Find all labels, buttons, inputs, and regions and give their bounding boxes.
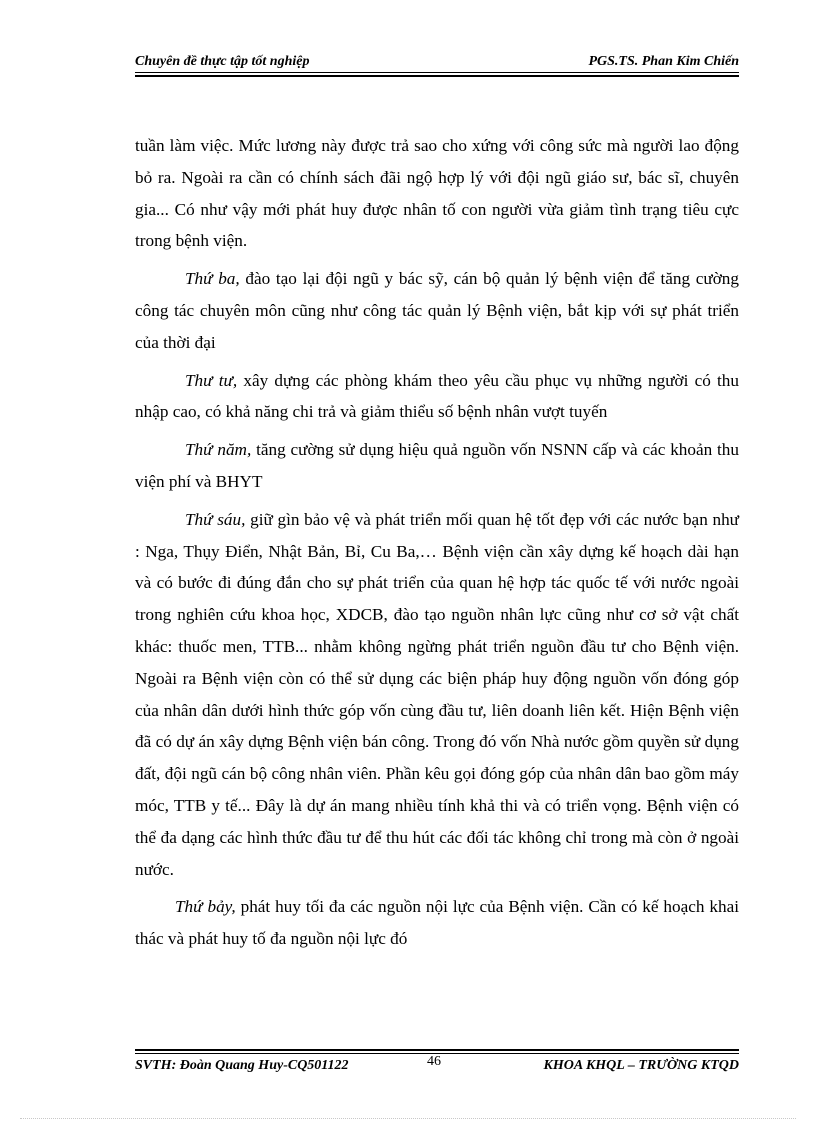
paragraph-3-text: xây dựng các phòng khám theo yêu cầu phục vụ những người có thu nhập cao, có khả năng chi trả và giảm thiểu số bệnh nhân vượt tuyến [135, 370, 739, 422]
document-body [135, 130, 739, 961]
paragraph-2 [135, 263, 739, 358]
paragraph-2-lead: Thứ ba, [185, 269, 240, 289]
page-footer [135, 1054, 739, 1080]
page-number: 46 [427, 1054, 441, 1069]
paragraph-5-lead: Thứ sáu, [185, 509, 246, 529]
paragraph-1: tuần làm việc. Mức lương này được trả sao cho xứng với công sức mà người lao động bỏ ra. Ngoài ra cần có chính sách đãi ngộ hợp lý với đội ngũ giáo sư, bác sĩ, chuyên gia... Có như vậy mới phát huy được nhân tố con người vừa giảm tình trạng tiêu cực trong bệnh viện. [135, 136, 739, 251]
header-rule-thick [135, 75, 739, 77]
footer-rule-thick [135, 1049, 739, 1051]
header-right-author: PGS.TS. Phan Kim Chiến [588, 54, 739, 69]
page-header [135, 50, 739, 70]
paragraph-3-lead: Thư tư, [185, 370, 238, 390]
footer-student: SVTH: Đoàn Quang Huy-CQ501122 [135, 1058, 349, 1073]
paragraph-5 [135, 504, 739, 886]
paragraph-4-lead: Thứ năm, [185, 440, 252, 460]
paragraph-2-text: đào tạo lại đội ngũ y bác sỹ, cán bộ quản lý bệnh viện để tăng cường công tác chuyên môn cũng như công tác quản lý Bệnh viện, bắt kịp với sự phát triển của thời đại [135, 269, 739, 352]
header-rule-thin [135, 72, 739, 73]
paragraph-4 [135, 434, 739, 498]
header-left-title: Chuyên đề thực tập tốt nghiệp [135, 54, 310, 69]
page-edge-divider [20, 1118, 796, 1119]
paragraph-6-lead: Thứ bảy, [175, 897, 236, 917]
paragraph-5-text: giữ gìn bảo vệ và phát triển mối quan hệ tốt đẹp với các nước bạn như : Nga, Thụy Điển, Nhật Bản, Bỉ, Cu Ba,… Bệnh viện cần xây dựng kế hoạch dài hạn và có bước đi đúng đắn cho sự phát triển của quan hệ hợp tác quốc tế với nước ngoài trong nghiên cứu khoa học, XDCB, đào tạo nguồn nhân lực cũng như cơ sở vật chất khác: thuốc men, TTB... nhằm không ngừng phát triển nguồn đầu tư cho Bệnh viện. Ngoài ra Bệnh viện còn có thể sử dụng các biện pháp huy động nguồn vốn đóng góp của nhân dân dưới hình thức góp vốn cùng đầu tư, liên doanh liên kết. Hiện Bệnh viện đã có dự án xây dựng Bệnh viện bán công. Trong đó vốn Nhà nước gồm quyền sử dụng đất, đội ngũ cán bộ công nhân viên. Phần kêu gọi đóng góp của nhân dân bao gồm máy móc, TTB y tế... Đây là dự án mang nhiều tính khả thi và có triển vọng. Bệnh viện có thể đa dạng các hình thức đầu tư để thu hút các đối tác không chỉ trong mà còn ở ngoài nước. [135, 509, 739, 879]
paragraph-6 [135, 891, 739, 955]
paragraph-3 [135, 365, 739, 429]
footer-faculty: KHOA KHQL – TRƯỜNG KTQD [543, 1058, 739, 1073]
paragraph-4-text: tăng cường sử dụng hiệu quả nguồn vốn NSNN cấp và các khoản thu viện phí và BHYT [135, 440, 739, 491]
paragraph-6-text: phát huy tối đa các nguồn nội lực của Bệnh viện. Cần có kế hoạch khai thác và phát huy tố đa nguồn nội lực đó [135, 897, 739, 949]
